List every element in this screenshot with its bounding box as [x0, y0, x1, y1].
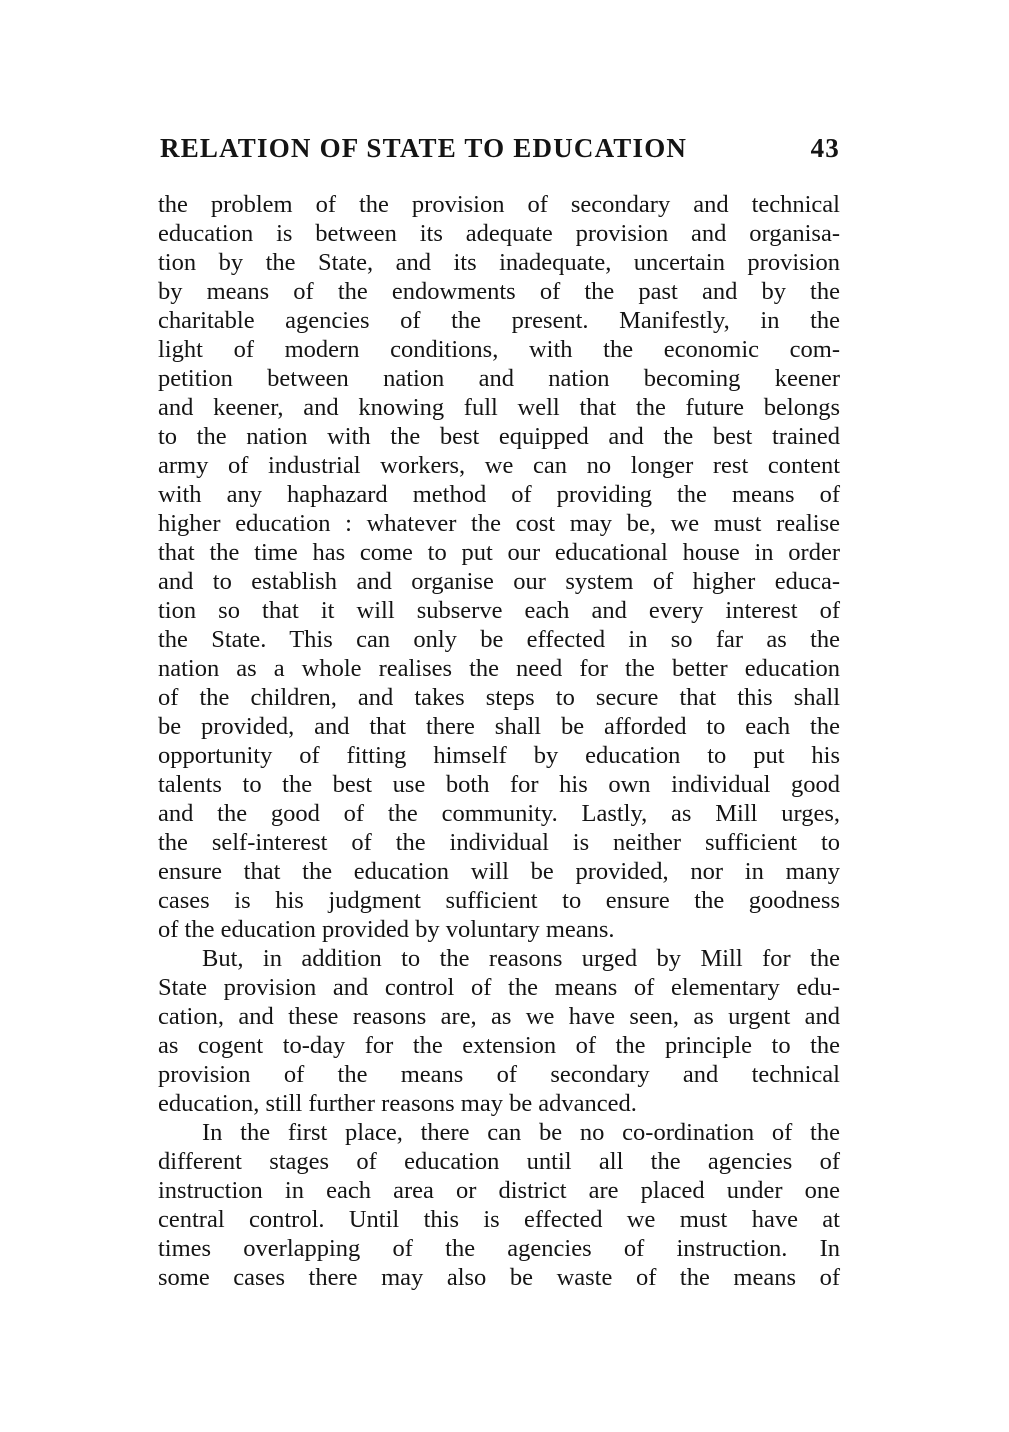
text-line: petition between nation and nation becoming keener: [158, 365, 840, 392]
paragraph-2: [158, 944, 840, 1118]
text-line: State provision and control of the means of elementary edu-: [158, 974, 840, 1001]
page-number: 43: [810, 133, 840, 163]
running-head: [160, 133, 840, 173]
text-line: nation as a whole realises the need for the better education: [158, 655, 840, 682]
text-line: times overlapping of the agencies of instruction. In: [158, 1235, 840, 1262]
text-line: talents to the best use both for his own individual good: [158, 771, 840, 798]
text-line: cases is his judgment sufficient to ensure the goodness: [158, 887, 840, 914]
text-line: charitable agencies of the present. Manifestly, in the: [158, 307, 840, 334]
text-line: cation, and these reasons are, as we have seen, as urgent and: [158, 1003, 840, 1030]
text-line: higher education : whatever the cost may be, we must realise: [158, 510, 840, 537]
paragraph-3: [158, 1118, 840, 1292]
text-line: different stages of education until all the agencies of: [158, 1148, 840, 1175]
text-line: the State. This can only be effected in so far as the: [158, 626, 840, 653]
text-line: be provided, and that there shall be afforded to each the: [158, 713, 840, 740]
text-line: instruction in each area or district are placed under one: [158, 1177, 840, 1204]
text-line: some cases there may also be waste of the means of: [158, 1264, 840, 1291]
text-line: of the children, and takes steps to secure that this shall: [158, 684, 840, 711]
text-line: the self-interest of the individual is neither sufficient to: [158, 829, 840, 856]
text-line: central control. Until this is effected we must have at: [158, 1206, 840, 1233]
text-line: that the time has come to put our educational house in order: [158, 539, 840, 566]
running-title: RELATION OF STATE TO EDUCATION: [160, 133, 688, 163]
text-line: and keener, and knowing full well that the future belongs: [158, 394, 840, 421]
text-line: In the first place, there can be no co-ordination of the: [202, 1119, 840, 1146]
text-line: provision of the means of secondary and technical: [158, 1061, 840, 1088]
text-line: education, still further reasons may be advanced.: [158, 1090, 637, 1117]
text-line: opportunity of fitting himself by education to put his: [158, 742, 840, 769]
text-line: education is between its adequate provision and organisa-: [158, 220, 840, 247]
text-line: with any haphazard method of providing the means of: [158, 481, 840, 508]
text-line: tion so that it will subserve each and every interest of: [158, 597, 840, 624]
text-line: But, in addition to the reasons urged by Mill for the: [202, 945, 840, 972]
text-line: by means of the endowments of the past and by the: [158, 278, 840, 305]
text-line: the problem of the provision of secondary and technical: [158, 191, 840, 218]
body-text: [158, 190, 840, 1292]
text-line: of the education provided by voluntary means.: [158, 916, 615, 943]
text-line: and to establish and organise our system of higher educa-: [158, 568, 840, 595]
text-line: and the good of the community. Lastly, as Mill urges,: [158, 800, 840, 827]
text-line: ensure that the education will be provided, nor in many: [158, 858, 840, 885]
text-line: to the nation with the best equipped and the best trained: [158, 423, 840, 450]
text-line: as cogent to-day for the extension of the principle to the: [158, 1032, 840, 1059]
text-line: tion by the State, and its inadequate, uncertain provision: [158, 249, 840, 276]
paragraph-1: [158, 190, 840, 944]
text-line: light of modern conditions, with the economic com-: [158, 336, 840, 363]
text-line: army of industrial workers, we can no longer rest content: [158, 452, 840, 479]
